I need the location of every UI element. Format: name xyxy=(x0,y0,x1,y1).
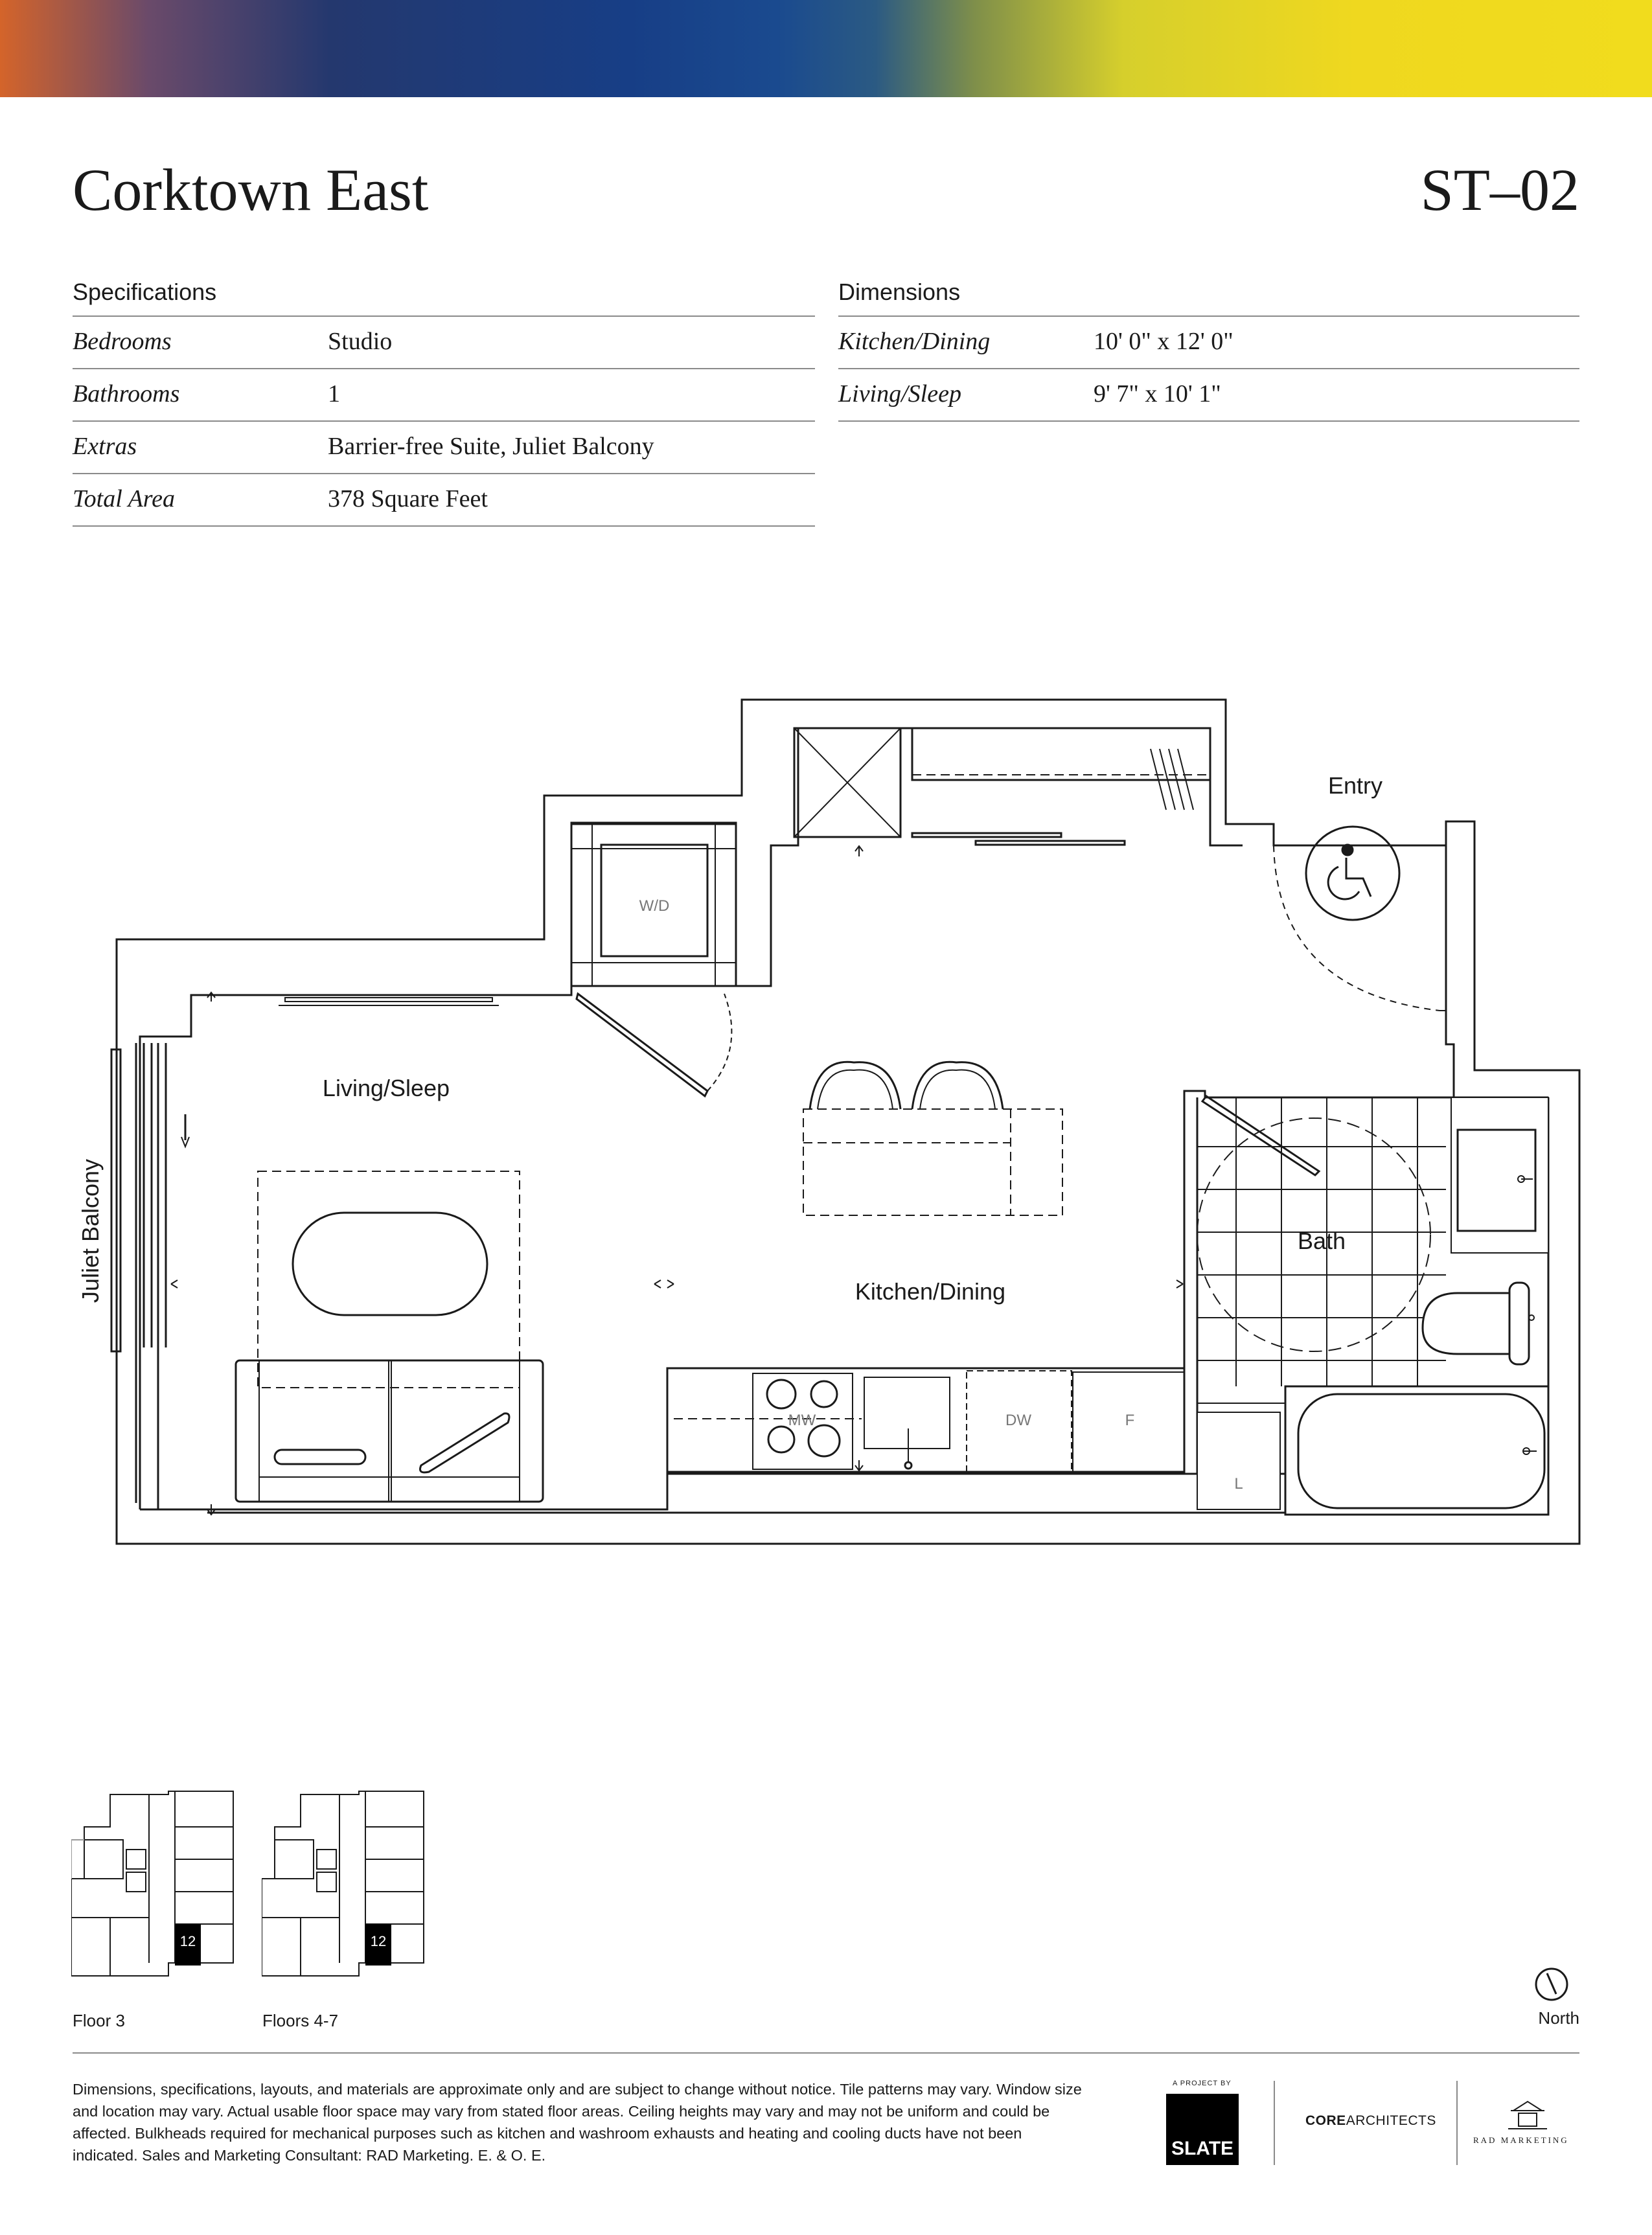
disclaimer-text: Dimensions, specifications, layouts, and materials are approximate only and are subject to change without notice. Tile patterns may vary. Window size and location may vary. Actual usable floor space may vary from stated floor areas. Ceiling heights may vary and may not be uniform and could be affected. Bulkheads required for mechanical purposes such as kitchen and washroom exhausts and heating and cooling ducts have not been indicated. Sales and Marketing Consultant: RAD Marketing. E. & O. E. xyxy=(73,2081,1082,2164)
microwave-label: MW xyxy=(788,1412,816,1429)
dishwasher-label: DW xyxy=(1005,1412,1031,1429)
dim-label: Kitchen/Dining xyxy=(838,328,991,355)
dim-value: 10' 0" x 12' 0" xyxy=(1094,328,1233,355)
dim-label: Living/Sleep xyxy=(838,380,961,407)
entry-closet xyxy=(794,728,1210,856)
washer-dryer-closet xyxy=(571,824,736,1096)
project-title: Corktown East xyxy=(73,157,429,223)
keyplan-unit-number: 12 xyxy=(370,1933,387,1949)
spec-label: Bedrooms xyxy=(73,328,172,355)
core-logo-bold: CORE xyxy=(1305,2113,1346,2128)
bath-label: Bath xyxy=(1297,1228,1346,1254)
island xyxy=(803,1062,1062,1215)
rad-marketing-logo: RAD MARKETING xyxy=(1473,2135,1569,2145)
living-furniture xyxy=(236,1171,543,1502)
north-compass-icon xyxy=(1533,1966,1570,2003)
core-logo-rest: ARCHITECTS xyxy=(1346,2113,1436,2128)
accessibility-icon xyxy=(1306,827,1399,920)
fridge-label: F xyxy=(1125,1412,1135,1429)
spec-label: Extras xyxy=(73,433,137,460)
keyplan-floors-4-7 xyxy=(262,1788,430,1982)
slate-logo xyxy=(1166,2094,1239,2165)
entry-label: Entry xyxy=(1327,772,1383,799)
project-by-label: A PROJECT BY xyxy=(1173,2080,1232,2087)
spec-value: 378 Square Feet xyxy=(328,485,488,512)
keyplan-caption: Floor 3 xyxy=(73,2011,125,2030)
keyplan-caption: Floors 4-7 xyxy=(262,2011,339,2030)
slate-logo-text: SLATE xyxy=(1171,2138,1234,2159)
living-sleep-label: Living/Sleep xyxy=(322,1075,450,1101)
spec-value: Barrier-free Suite, Juliet Balcony xyxy=(328,433,654,460)
logo-separator xyxy=(1456,2081,1458,2165)
juliet-balcony xyxy=(111,1043,189,1509)
bath-fixtures xyxy=(1197,1096,1548,1515)
logo-separator xyxy=(1274,2081,1275,2165)
kitchen-dining-label: Kitchen/Dining xyxy=(855,1278,1006,1305)
spec-label: Bathrooms xyxy=(73,380,180,407)
dim-value: 9' 7" x 10' 1" xyxy=(1094,380,1221,407)
rad-marketing-logo-icon xyxy=(1507,2098,1548,2131)
keyplan-floor-3 xyxy=(71,1788,240,1982)
unit-code: ST–02 xyxy=(1420,157,1579,223)
juliet-balcony-label: Juliet Balcony xyxy=(77,1158,104,1303)
entry-door xyxy=(1274,845,1446,1011)
kitchen-counter xyxy=(667,1368,1184,1472)
core-architects-logo xyxy=(1305,2113,1436,2129)
footer-divider xyxy=(73,2052,1579,2054)
spec-value: 1 xyxy=(328,380,340,407)
spec-value: Studio xyxy=(328,328,393,355)
dimensions-heading: Dimensions xyxy=(838,279,961,305)
keyplan-unit-number: 12 xyxy=(179,1933,196,1949)
north-label: North xyxy=(1538,2008,1579,2028)
washer-dryer-label: W/D xyxy=(639,897,670,915)
linen-label: L xyxy=(1234,1475,1243,1493)
specifications-heading: Specifications xyxy=(73,279,217,305)
spec-label: Total Area xyxy=(73,485,176,512)
